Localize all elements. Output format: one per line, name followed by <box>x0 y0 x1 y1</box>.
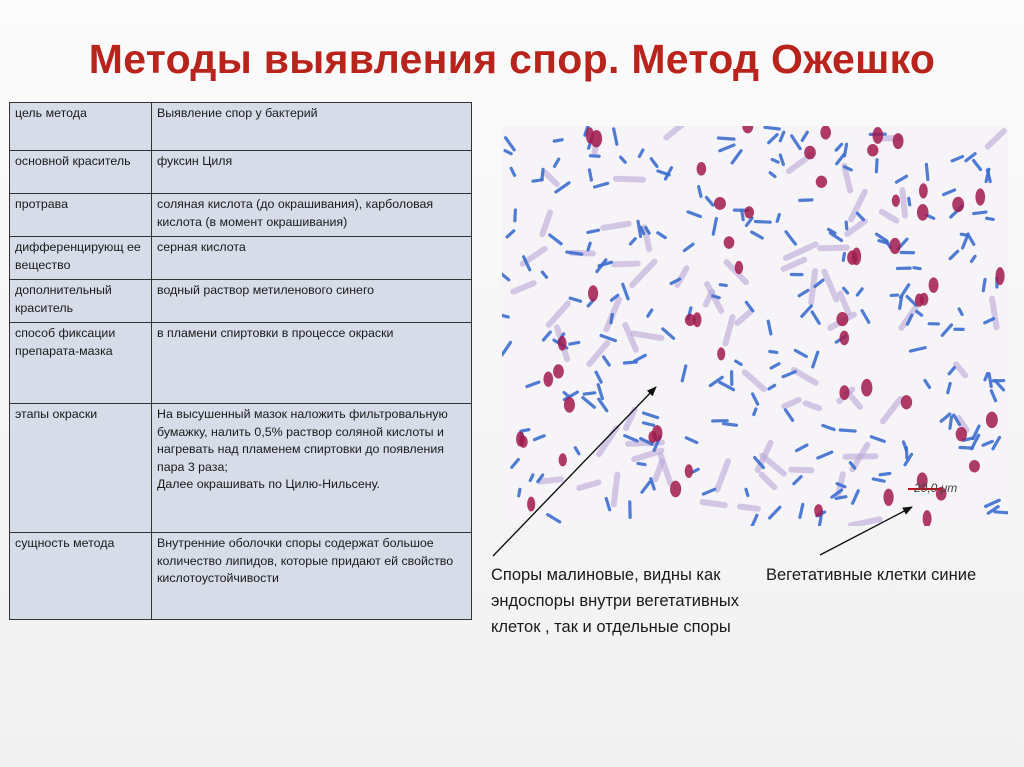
spore <box>952 197 964 212</box>
spore <box>919 183 928 198</box>
vegetative-cell <box>567 252 582 254</box>
vegetative-cell <box>742 212 743 220</box>
vegetative-cell <box>906 448 907 459</box>
vegetative-cell <box>589 170 591 180</box>
method-table <box>9 102 472 620</box>
spore <box>724 236 735 249</box>
vegetative-cell <box>588 243 590 250</box>
vegetative-cell <box>983 279 985 290</box>
spore <box>558 336 567 351</box>
vegetative-cell <box>720 285 726 286</box>
spore <box>519 436 528 448</box>
spore <box>883 489 893 506</box>
spore <box>969 460 980 473</box>
table-value-cell: фуксин Циля <box>152 151 472 194</box>
vegetative-cell <box>754 409 756 415</box>
vegetative-cell <box>950 417 952 428</box>
spore <box>564 397 575 413</box>
table-value-cell: Выявление спор у бактерий <box>152 103 472 151</box>
spore <box>893 133 904 149</box>
spore <box>714 197 726 210</box>
spore <box>847 250 857 264</box>
spore <box>588 285 598 301</box>
vegetative-cell <box>843 254 844 261</box>
vegetative-cell <box>987 218 994 219</box>
pale-cell <box>603 224 628 228</box>
table-value-cell: водный раствор метиленового синего <box>152 280 472 323</box>
vegetative-cell <box>777 215 779 222</box>
spore <box>804 146 816 160</box>
pale-cell <box>614 264 638 265</box>
vegetative-cell <box>588 230 599 232</box>
table-key-cell: этапы окраски <box>10 404 152 533</box>
spore <box>527 497 535 512</box>
vegetative-cell <box>873 479 884 481</box>
spore <box>648 431 657 443</box>
vegetative-cell <box>755 221 770 222</box>
spore <box>917 204 929 221</box>
vegetative-cell <box>590 156 599 157</box>
table-value-cell: Внутренние оболочки споры содержат большое количество липидов, которые придают ей свойство кислотоустойчивости <box>152 533 472 620</box>
spore <box>553 364 564 378</box>
table-key-cell: дополнительный краситель <box>10 280 152 323</box>
slide-title: Методы выявления спор. Метод Ожешко <box>88 36 936 82</box>
vegetative-cell <box>909 198 910 205</box>
pale-cell <box>820 248 847 249</box>
spore <box>892 195 900 207</box>
vegetative-caption: Вегетативные клетки синие <box>766 566 977 584</box>
pale-cell <box>846 456 876 457</box>
table-row <box>10 533 472 620</box>
spore <box>956 427 967 441</box>
pale-cell <box>791 470 811 471</box>
vegetative-cell <box>521 430 529 432</box>
vegetative-cell <box>724 424 737 426</box>
table-row <box>10 280 472 323</box>
spore <box>685 464 693 478</box>
vegetative-cell <box>836 497 846 499</box>
spore <box>814 504 823 517</box>
spore <box>986 412 998 428</box>
micrograph-image <box>502 126 1008 526</box>
table-key-cell: сущность метода <box>10 533 152 620</box>
spore <box>861 379 872 397</box>
vegetative-cell <box>542 169 543 179</box>
vegetative-cell <box>746 489 748 495</box>
pale-cell <box>616 179 643 180</box>
table-value-cell: в пламени спиртовки в процессе окраски <box>152 323 472 404</box>
table-row <box>10 103 472 151</box>
table-row <box>10 194 472 237</box>
vegetative-cell <box>876 160 877 172</box>
vegetative-cell <box>914 268 920 269</box>
pale-cell <box>740 507 758 509</box>
table-key-cell: способ фиксации препарата-мазка <box>10 323 152 404</box>
vegetative-cell <box>846 222 847 229</box>
spore <box>889 238 900 254</box>
spore <box>915 293 924 306</box>
spore <box>697 162 707 176</box>
vegetative-cell <box>900 297 902 309</box>
vegetative-cell <box>880 473 890 474</box>
vegetative-cell <box>770 351 777 352</box>
vegetative-cell <box>995 512 1008 513</box>
spore <box>744 206 754 218</box>
spore <box>839 331 849 346</box>
table-row <box>10 237 472 280</box>
pale-cell <box>702 502 724 505</box>
vegetative-cell <box>638 463 645 464</box>
pale-cell <box>902 190 905 215</box>
spore <box>901 395 912 409</box>
spore <box>816 176 827 188</box>
spore <box>559 453 567 466</box>
vegetative-cell <box>554 140 562 141</box>
spore <box>975 188 985 205</box>
table-key-cell: цель метода <box>10 103 152 151</box>
pale-cell <box>614 475 618 505</box>
table-key-cell: основной краситель <box>10 151 152 194</box>
vegetative-cell <box>765 127 779 129</box>
vegetative-cell <box>611 314 612 322</box>
vegetative-cell <box>584 393 595 394</box>
table-row <box>10 151 472 194</box>
spore <box>543 371 553 386</box>
vegetative-cell <box>974 212 986 214</box>
spore <box>872 127 883 144</box>
vegetative-cell <box>718 138 734 139</box>
vegetative-cell <box>624 362 636 363</box>
vegetative-cell <box>713 296 720 298</box>
vegetative-cell <box>519 489 520 496</box>
vegetative-cell <box>960 448 972 449</box>
table-key-cell: дифференцирующ ее вещество <box>10 237 152 280</box>
spore <box>735 261 743 274</box>
vegetative-cell <box>699 187 701 197</box>
spore <box>836 312 848 326</box>
table-row <box>10 323 472 404</box>
table-value-cell: соляная кислота (до окрашивания), карболовая кислота (в момент окрашивания) <box>152 194 472 237</box>
vegetative-cell <box>989 374 991 387</box>
table-value-cell: серная кислота <box>152 237 472 280</box>
vegetative-cell <box>840 430 855 431</box>
vegetative-cell <box>800 200 812 201</box>
table-key-cell: протрава <box>10 194 152 237</box>
vegetative-cell <box>926 164 927 179</box>
table-value-cell: На высушенный мазок наложить фильтровальную бумажку, налить 0,5% раствор соляной кислоты и нагревать над пламенем спиртовки до появления пара 3 раза; Далее окрашивать по Цилю-Нильсену. <box>152 404 472 533</box>
spore <box>996 267 1005 285</box>
spore <box>820 126 831 140</box>
micrograph <box>502 126 1008 526</box>
spore <box>929 277 939 292</box>
spore <box>670 481 681 498</box>
micrograph-background <box>502 126 1008 526</box>
spore <box>839 385 849 400</box>
spore <box>717 347 725 360</box>
spores-caption: Споры малиновые, видны как эндоспоры внутри вегетативных клеток , так и отдельные споры <box>491 566 739 636</box>
vegetative-cell <box>570 342 579 344</box>
pale-cell <box>540 479 561 481</box>
spore <box>867 144 878 156</box>
spore <box>685 314 696 326</box>
table-row <box>10 404 472 533</box>
scale-label: 20,0 μm <box>914 481 958 495</box>
spore <box>590 130 602 147</box>
